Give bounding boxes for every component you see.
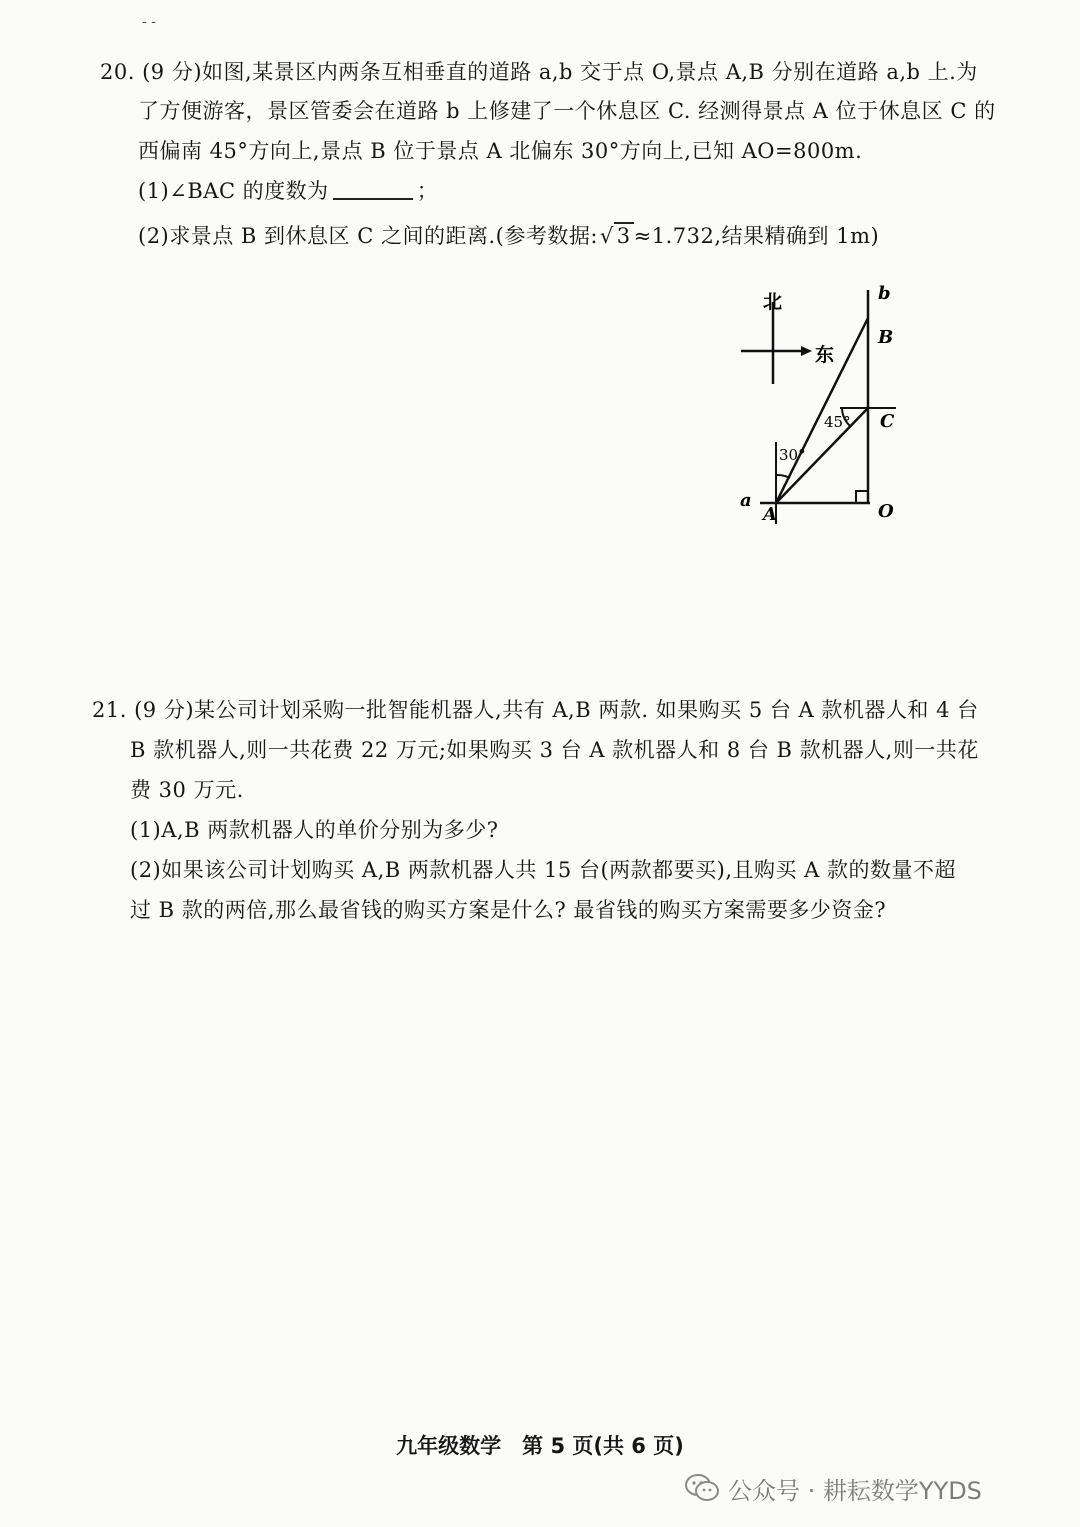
q21-line-2: B 款机器人,则一共花费 22 万元;如果购买 3 台 A 款机器人和 8 台 B 款机器人,则一共花 [130, 738, 979, 762]
q20-part-1-suffix: ； [416, 179, 439, 203]
point-A-label: A [763, 504, 777, 525]
road-a-label: a [740, 490, 752, 511]
compass-east-label: 东 [815, 344, 835, 366]
road-b-label: b [878, 283, 891, 304]
q20-figure [720, 280, 920, 530]
top-mark: - - [142, 14, 156, 30]
right-angle-mark [856, 491, 868, 503]
q20-part-1-text: (1)∠BAC 的度数为 [138, 179, 329, 203]
q20-line-2: 了方便游客，景区管委会在道路 b 上修建了一个休息区 C. 经测得景点 A 位于休息区 C 的 [138, 99, 996, 123]
q20-line-1 [100, 58, 978, 86]
point-O-label: O [878, 501, 894, 522]
point-B-label: B [878, 327, 894, 348]
q20-part-2 [138, 222, 879, 250]
q21-text-1: (9 分)某公司计划采购一批智能机器人,共有 A,B 两款. 如果购买 5 台 A 款机器人和 4 台 [134, 698, 979, 722]
q21-part-1: (1)A,B 两款机器人的单价分别为多少? [130, 818, 499, 842]
q20-part-1 [138, 177, 438, 205]
q20-text-1: (9 分)如图,某景区内两条互相垂直的道路 a,b 交于点 O,景点 A,B 分别在道路 a,b 上.为 [142, 60, 978, 84]
q21-number: 21. [92, 698, 127, 722]
angle-45-label: 45° [824, 413, 851, 431]
q21-line-3: 费 30 万元. [130, 778, 244, 802]
watermark-text: 公众号 · 耕耘数学YYDS [728, 1476, 982, 1505]
sqrt-symbol: √ 3 [598, 222, 634, 250]
wechat-icon [684, 1473, 720, 1503]
q20-number: 20. [100, 60, 135, 84]
point-C-label: C [880, 411, 895, 432]
q21-part-2-line-2: 过 B 款的两倍,那么最省钱的购买方案是什么? 最省钱的购买方案需要多少资金? [130, 898, 887, 922]
q20-part-2-suffix: ≈1.732,结果精确到 1m) [633, 224, 880, 248]
q21-part-2-line-1: (2)如果该公司计划购买 A,B 两款机器人共 15 台(两款都要买),且购买 A 款的数量不超 [130, 858, 957, 882]
compass-east-arrow-icon [801, 346, 812, 356]
answer-blank[interactable] [333, 178, 413, 200]
q21-line-1 [92, 696, 979, 724]
sqrt-radicand: 3 [614, 222, 634, 248]
page-footer: 九年级数学 第 5 页(共 6 页) [396, 1434, 684, 1458]
q20-line-3: 西偏南 45°方向上,景点 B 位于景点 A 北偏东 30°方向上,已知 AO=800m. [138, 139, 863, 163]
compass-north-label: 北 [763, 291, 783, 313]
angle-30-arc [776, 475, 790, 478]
watermark [684, 1470, 982, 1506]
angle-30-label: 30° [779, 446, 806, 464]
q20-part-2-text: (2)求景点 B 到休息区 C 之间的距离.(参考数据: [138, 224, 598, 248]
